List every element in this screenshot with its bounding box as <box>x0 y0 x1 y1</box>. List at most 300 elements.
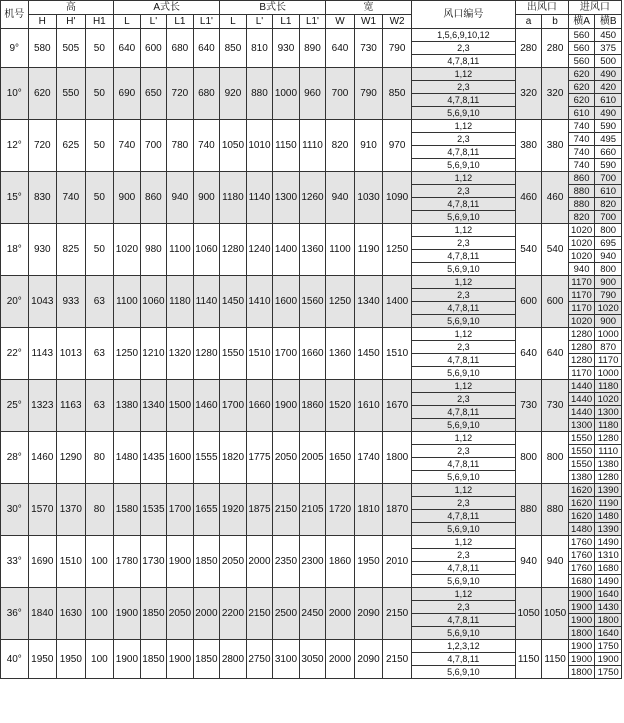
cell-bL1p: 1860 <box>299 380 326 432</box>
cell-inlet-B: 820 <box>595 198 622 211</box>
cell-outlet-b: 1050 <box>542 588 569 640</box>
cell-inlet-B: 900 <box>595 315 622 328</box>
cell-H1: 80 <box>85 484 114 536</box>
cell-port-no: 2,3 <box>411 393 515 406</box>
cell-inlet-A: 1020 <box>568 224 595 237</box>
cell-inlet-A: 1020 <box>568 237 595 250</box>
cell-H1: 80 <box>85 432 114 484</box>
cell-W1: 910 <box>354 120 383 172</box>
cell-aL1: 720 <box>167 68 194 120</box>
cell-bL: 1550 <box>220 328 247 380</box>
cell-inlet-B: 695 <box>595 237 622 250</box>
cell-port-no: 4,7,8,11 <box>411 510 515 523</box>
cell-aL: 1900 <box>114 588 141 640</box>
cell-port-no: 1,12 <box>411 68 515 81</box>
cell-bLp: 1140 <box>246 172 273 224</box>
cell-aLp: 1060 <box>140 276 167 328</box>
cell-port-no: 4,7,8,11 <box>411 55 515 68</box>
cell-aL1p: 1280 <box>193 328 220 380</box>
cell-inlet-B: 1020 <box>595 393 622 406</box>
cell-inlet-A: 1760 <box>568 536 595 549</box>
cell-bLp: 1010 <box>246 120 273 172</box>
header-port-no: 风口编号 <box>411 1 515 29</box>
cell-bL: 1450 <box>220 276 247 328</box>
cell-inlet-A: 1480 <box>568 523 595 536</box>
cell-outlet-a: 1150 <box>515 640 542 679</box>
header-b-length: B式长 <box>220 1 326 15</box>
cell-inlet-A: 1550 <box>568 445 595 458</box>
cell-model: 25° <box>1 380 29 432</box>
cell-bL1p: 1260 <box>299 172 326 224</box>
table-row <box>1 484 622 497</box>
cell-H: 1143 <box>28 328 57 380</box>
cell-aL1p: 740 <box>193 120 220 172</box>
cell-W2: 1670 <box>383 380 412 432</box>
cell-inlet-A: 1550 <box>568 458 595 471</box>
cell-model: 15° <box>1 172 29 224</box>
cell-model: 18° <box>1 224 29 276</box>
cell-inlet-B: 940 <box>595 250 622 263</box>
cell-port-no: 4,7,8,11 <box>411 354 515 367</box>
cell-port-no: 5,6,9,10 <box>411 666 515 679</box>
cell-inlet-A: 560 <box>568 29 595 42</box>
cell-inlet-A: 1380 <box>568 471 595 484</box>
cell-model: 30° <box>1 484 29 536</box>
cell-inlet-B: 1680 <box>595 562 622 575</box>
cell-outlet-b: 730 <box>542 380 569 432</box>
cell-outlet-b: 280 <box>542 29 569 68</box>
cell-W: 1250 <box>326 276 355 328</box>
cell-bL1: 1000 <box>273 68 300 120</box>
table-row <box>1 380 622 393</box>
subheader-b: b <box>542 15 569 29</box>
subheader-a-Lp: L' <box>140 15 167 29</box>
cell-bL1p: 1560 <box>299 276 326 328</box>
cell-bLp: 1410 <box>246 276 273 328</box>
cell-inlet-A: 560 <box>568 42 595 55</box>
cell-outlet-b: 800 <box>542 432 569 484</box>
cell-W2: 2150 <box>383 640 412 679</box>
cell-bL1p: 3050 <box>299 640 326 679</box>
cell-aL: 740 <box>114 120 141 172</box>
cell-aLp: 860 <box>140 172 167 224</box>
cell-aL: 900 <box>114 172 141 224</box>
cell-W1: 2090 <box>354 640 383 679</box>
cell-port-no: 2,3 <box>411 289 515 302</box>
cell-port-no: 2,3 <box>411 133 515 146</box>
cell-inlet-B: 800 <box>595 263 622 276</box>
cell-aL1: 940 <box>167 172 194 224</box>
cell-H: 580 <box>28 29 57 68</box>
cell-port-no: 2,3 <box>411 601 515 614</box>
table-row <box>1 432 622 445</box>
cell-bLp: 1660 <box>246 380 273 432</box>
cell-aL1: 1700 <box>167 484 194 536</box>
cell-port-no: 4,7,8,11 <box>411 458 515 471</box>
cell-inlet-B: 490 <box>595 68 622 81</box>
cell-inlet-B: 420 <box>595 81 622 94</box>
cell-inlet-B: 1310 <box>595 549 622 562</box>
cell-port-no: 2,3 <box>411 497 515 510</box>
cell-W: 820 <box>326 120 355 172</box>
cell-port-no: 5,6,9,10 <box>411 263 515 276</box>
cell-port-no: 4,7,8,11 <box>411 653 515 666</box>
cell-bL1p: 1660 <box>299 328 326 380</box>
cell-bL1p: 960 <box>299 68 326 120</box>
cell-bL1p: 1360 <box>299 224 326 276</box>
cell-inlet-A: 1020 <box>568 315 595 328</box>
cell-bL1p: 2450 <box>299 588 326 640</box>
cell-port-no: 4,7,8,11 <box>411 406 515 419</box>
cell-inlet-A: 1760 <box>568 549 595 562</box>
cell-port-no: 1,12 <box>411 484 515 497</box>
table-row <box>1 640 622 653</box>
cell-aL1p: 680 <box>193 68 220 120</box>
cell-port-no: 5,6,9,10 <box>411 211 515 224</box>
cell-inlet-B: 1110 <box>595 445 622 458</box>
cell-model: 33° <box>1 536 29 588</box>
subheader-W: W <box>326 15 355 29</box>
cell-inlet-B: 1180 <box>595 419 622 432</box>
cell-H1: 100 <box>85 536 114 588</box>
cell-H: 1840 <box>28 588 57 640</box>
cell-W1: 1450 <box>354 328 383 380</box>
cell-model: 9° <box>1 29 29 68</box>
cell-inlet-A: 740 <box>568 146 595 159</box>
subheader-b-L: L <box>220 15 247 29</box>
cell-W2: 1250 <box>383 224 412 276</box>
table-row <box>1 276 622 289</box>
cell-bL1: 1600 <box>273 276 300 328</box>
cell-port-no: 5,6,9,10 <box>411 575 515 588</box>
cell-aL1p: 2000 <box>193 588 220 640</box>
cell-inlet-B: 590 <box>595 120 622 133</box>
cell-port-no: 5,6,9,10 <box>411 419 515 432</box>
cell-aLp: 1850 <box>140 640 167 679</box>
cell-aLp: 1535 <box>140 484 167 536</box>
cell-inlet-B: 1640 <box>595 588 622 601</box>
cell-inlet-B: 1640 <box>595 627 622 640</box>
cell-port-no: 2,3 <box>411 549 515 562</box>
cell-Hp: 1290 <box>57 432 86 484</box>
cell-inlet-A: 740 <box>568 120 595 133</box>
cell-Hp: 1950 <box>57 640 86 679</box>
cell-port-no: 4,7,8,11 <box>411 562 515 575</box>
cell-aL1: 1900 <box>167 536 194 588</box>
cell-W1: 790 <box>354 68 383 120</box>
cell-bLp: 1775 <box>246 432 273 484</box>
cell-inlet-A: 1170 <box>568 302 595 315</box>
cell-bLp: 2750 <box>246 640 273 679</box>
cell-H: 720 <box>28 120 57 172</box>
cell-inlet-B: 1430 <box>595 601 622 614</box>
cell-port-no: 2,3 <box>411 237 515 250</box>
cell-port-no: 1,12 <box>411 328 515 341</box>
cell-port-no: 5,6,9,10 <box>411 471 515 484</box>
cell-W1: 1740 <box>354 432 383 484</box>
cell-H1: 63 <box>85 328 114 380</box>
cell-port-no: 1,12 <box>411 276 515 289</box>
cell-model: 36° <box>1 588 29 640</box>
cell-port-no: 1,12 <box>411 380 515 393</box>
table-body <box>1 29 622 679</box>
cell-W: 2000 <box>326 588 355 640</box>
cell-W1: 1810 <box>354 484 383 536</box>
cell-W2: 2010 <box>383 536 412 588</box>
cell-aL1p: 1140 <box>193 276 220 328</box>
cell-H: 1570 <box>28 484 57 536</box>
cell-inlet-B: 590 <box>595 159 622 172</box>
cell-bL1: 2150 <box>273 484 300 536</box>
cell-inlet-B: 1750 <box>595 640 622 653</box>
cell-inlet-A: 1170 <box>568 276 595 289</box>
cell-inlet-A: 1760 <box>568 562 595 575</box>
cell-outlet-a: 600 <box>515 276 542 328</box>
header-width: 宽 <box>326 1 412 15</box>
cell-port-no: 1,12 <box>411 432 515 445</box>
cell-model: 40° <box>1 640 29 679</box>
cell-port-no: 5,6,9,10 <box>411 367 515 380</box>
cell-inlet-B: 1000 <box>595 328 622 341</box>
cell-outlet-b: 640 <box>542 328 569 380</box>
cell-bL1p: 2005 <box>299 432 326 484</box>
cell-W1: 1190 <box>354 224 383 276</box>
cell-port-no: 4,7,8,11 <box>411 146 515 159</box>
cell-inlet-B: 1280 <box>595 471 622 484</box>
cell-inlet-A: 1900 <box>568 614 595 627</box>
cell-aL1p: 1460 <box>193 380 220 432</box>
cell-inlet-A: 1620 <box>568 484 595 497</box>
cell-W2: 1510 <box>383 328 412 380</box>
cell-W: 1360 <box>326 328 355 380</box>
cell-bL: 850 <box>220 29 247 68</box>
cell-H1: 50 <box>85 68 114 120</box>
cell-inlet-A: 1440 <box>568 393 595 406</box>
cell-port-no: 5,6,9,10 <box>411 159 515 172</box>
cell-inlet-B: 1480 <box>595 510 622 523</box>
cell-outlet-a: 880 <box>515 484 542 536</box>
subheader-H: H <box>28 15 57 29</box>
cell-bL1: 3100 <box>273 640 300 679</box>
cell-outlet-b: 880 <box>542 484 569 536</box>
cell-model: 20° <box>1 276 29 328</box>
cell-aL1: 1320 <box>167 328 194 380</box>
table-row <box>1 224 622 237</box>
cell-inlet-B: 610 <box>595 185 622 198</box>
cell-aLp: 650 <box>140 68 167 120</box>
cell-inlet-B: 1490 <box>595 536 622 549</box>
cell-bL1: 1900 <box>273 380 300 432</box>
cell-outlet-b: 540 <box>542 224 569 276</box>
cell-inlet-A: 740 <box>568 133 595 146</box>
cell-model: 22° <box>1 328 29 380</box>
cell-inlet-A: 1680 <box>568 575 595 588</box>
table-row <box>1 588 622 601</box>
cell-inlet-A: 1900 <box>568 653 595 666</box>
cell-inlet-B: 1380 <box>595 458 622 471</box>
cell-inlet-A: 620 <box>568 94 595 107</box>
cell-outlet-a: 320 <box>515 68 542 120</box>
cell-aLp: 1850 <box>140 588 167 640</box>
subheader-a-L: L <box>114 15 141 29</box>
cell-port-no: 1,2,3,12 <box>411 640 515 653</box>
cell-aL1p: 1555 <box>193 432 220 484</box>
cell-Hp: 1013 <box>57 328 86 380</box>
cell-inlet-B: 790 <box>595 289 622 302</box>
cell-aL1p: 1850 <box>193 536 220 588</box>
cell-outlet-b: 940 <box>542 536 569 588</box>
cell-aL1: 1180 <box>167 276 194 328</box>
cell-inlet-A: 940 <box>568 263 595 276</box>
cell-inlet-B: 375 <box>595 42 622 55</box>
cell-model: 10° <box>1 68 29 120</box>
cell-inlet-B: 490 <box>595 107 622 120</box>
cell-outlet-a: 800 <box>515 432 542 484</box>
cell-H1: 63 <box>85 380 114 432</box>
cell-port-no: 5,6,9,10 <box>411 315 515 328</box>
cell-port-no: 1,12 <box>411 588 515 601</box>
cell-W1: 2090 <box>354 588 383 640</box>
cell-H: 830 <box>28 172 57 224</box>
header-outlet: 出风口 <box>515 1 568 15</box>
cell-inlet-A: 880 <box>568 185 595 198</box>
cell-aLp: 600 <box>140 29 167 68</box>
cell-inlet-B: 495 <box>595 133 622 146</box>
cell-aL1p: 1060 <box>193 224 220 276</box>
cell-outlet-b: 460 <box>542 172 569 224</box>
cell-H1: 100 <box>85 640 114 679</box>
cell-inlet-A: 1620 <box>568 510 595 523</box>
cell-W: 1650 <box>326 432 355 484</box>
cell-inlet-A: 1440 <box>568 380 595 393</box>
cell-Hp: 1370 <box>57 484 86 536</box>
table-row <box>1 29 622 42</box>
cell-bLp: 880 <box>246 68 273 120</box>
cell-inlet-A: 1900 <box>568 588 595 601</box>
cell-W: 1720 <box>326 484 355 536</box>
cell-port-no: 1,12 <box>411 120 515 133</box>
cell-W1: 730 <box>354 29 383 68</box>
cell-port-no: 4,7,8,11 <box>411 302 515 315</box>
cell-H1: 50 <box>85 29 114 68</box>
cell-H1: 63 <box>85 276 114 328</box>
cell-inlet-A: 1550 <box>568 432 595 445</box>
cell-inlet-B: 1800 <box>595 614 622 627</box>
cell-W: 940 <box>326 172 355 224</box>
cell-outlet-a: 280 <box>515 29 542 68</box>
cell-bL: 1050 <box>220 120 247 172</box>
cell-inlet-B: 700 <box>595 172 622 185</box>
cell-outlet-a: 730 <box>515 380 542 432</box>
cell-bL: 2800 <box>220 640 247 679</box>
cell-aLp: 1210 <box>140 328 167 380</box>
cell-W: 1860 <box>326 536 355 588</box>
cell-inlet-B: 450 <box>595 29 622 42</box>
cell-inlet-A: 610 <box>568 107 595 120</box>
cell-inlet-B: 1190 <box>595 497 622 510</box>
cell-inlet-A: 1440 <box>568 406 595 419</box>
header-a-length: A式长 <box>114 1 220 15</box>
cell-aL1: 1600 <box>167 432 194 484</box>
cell-H: 1950 <box>28 640 57 679</box>
cell-port-no: 4,7,8,11 <box>411 614 515 627</box>
cell-inlet-A: 1800 <box>568 627 595 640</box>
cell-outlet-a: 640 <box>515 328 542 380</box>
subheader-a-L1: L1 <box>167 15 194 29</box>
cell-H: 930 <box>28 224 57 276</box>
cell-Hp: 1163 <box>57 380 86 432</box>
cell-W1: 1950 <box>354 536 383 588</box>
cell-inlet-B: 1170 <box>595 354 622 367</box>
cell-bL1: 930 <box>273 29 300 68</box>
cell-outlet-b: 320 <box>542 68 569 120</box>
cell-W: 640 <box>326 29 355 68</box>
cell-W2: 1090 <box>383 172 412 224</box>
cell-aL: 1020 <box>114 224 141 276</box>
cell-Hp: 1630 <box>57 588 86 640</box>
cell-W1: 1340 <box>354 276 383 328</box>
subheader-a: a <box>515 15 542 29</box>
cell-W: 2000 <box>326 640 355 679</box>
cell-inlet-B: 1490 <box>595 575 622 588</box>
cell-bL: 1700 <box>220 380 247 432</box>
cell-port-no: 1,5,6,9,10,12 <box>411 29 515 42</box>
cell-inlet-B: 700 <box>595 211 622 224</box>
subheader-b-L1: L1 <box>273 15 300 29</box>
cell-bLp: 1875 <box>246 484 273 536</box>
subheader-W2: W2 <box>383 15 412 29</box>
cell-W: 1520 <box>326 380 355 432</box>
table-row <box>1 68 622 81</box>
cell-bL: 1820 <box>220 432 247 484</box>
cell-bL: 2050 <box>220 536 247 588</box>
cell-aL: 1580 <box>114 484 141 536</box>
cell-bL: 1920 <box>220 484 247 536</box>
cell-H1: 50 <box>85 172 114 224</box>
cell-bL1: 2350 <box>273 536 300 588</box>
cell-bL: 1280 <box>220 224 247 276</box>
cell-H1: 100 <box>85 588 114 640</box>
cell-aL1: 2050 <box>167 588 194 640</box>
cell-port-no: 4,7,8,11 <box>411 198 515 211</box>
cell-W2: 1400 <box>383 276 412 328</box>
cell-inlet-B: 500 <box>595 55 622 68</box>
cell-W2: 1870 <box>383 484 412 536</box>
cell-inlet-A: 740 <box>568 159 595 172</box>
cell-port-no: 2,3 <box>411 81 515 94</box>
cell-port-no: 2,3 <box>411 341 515 354</box>
cell-aL: 1480 <box>114 432 141 484</box>
cell-W2: 850 <box>383 68 412 120</box>
cell-aL: 1900 <box>114 640 141 679</box>
cell-W1: 1610 <box>354 380 383 432</box>
cell-Hp: 825 <box>57 224 86 276</box>
cell-bL1p: 1110 <box>299 120 326 172</box>
cell-port-no: 1,12 <box>411 224 515 237</box>
cell-aLp: 980 <box>140 224 167 276</box>
cell-bLp: 2150 <box>246 588 273 640</box>
cell-Hp: 550 <box>57 68 86 120</box>
cell-port-no: 1,12 <box>411 536 515 549</box>
cell-inlet-B: 1390 <box>595 484 622 497</box>
subheader-B: 横B <box>595 15 622 29</box>
cell-inlet-B: 1180 <box>595 380 622 393</box>
cell-W2: 2150 <box>383 588 412 640</box>
cell-inlet-B: 1000 <box>595 367 622 380</box>
cell-Hp: 740 <box>57 172 86 224</box>
cell-bL1p: 2300 <box>299 536 326 588</box>
cell-outlet-b: 380 <box>542 120 569 172</box>
